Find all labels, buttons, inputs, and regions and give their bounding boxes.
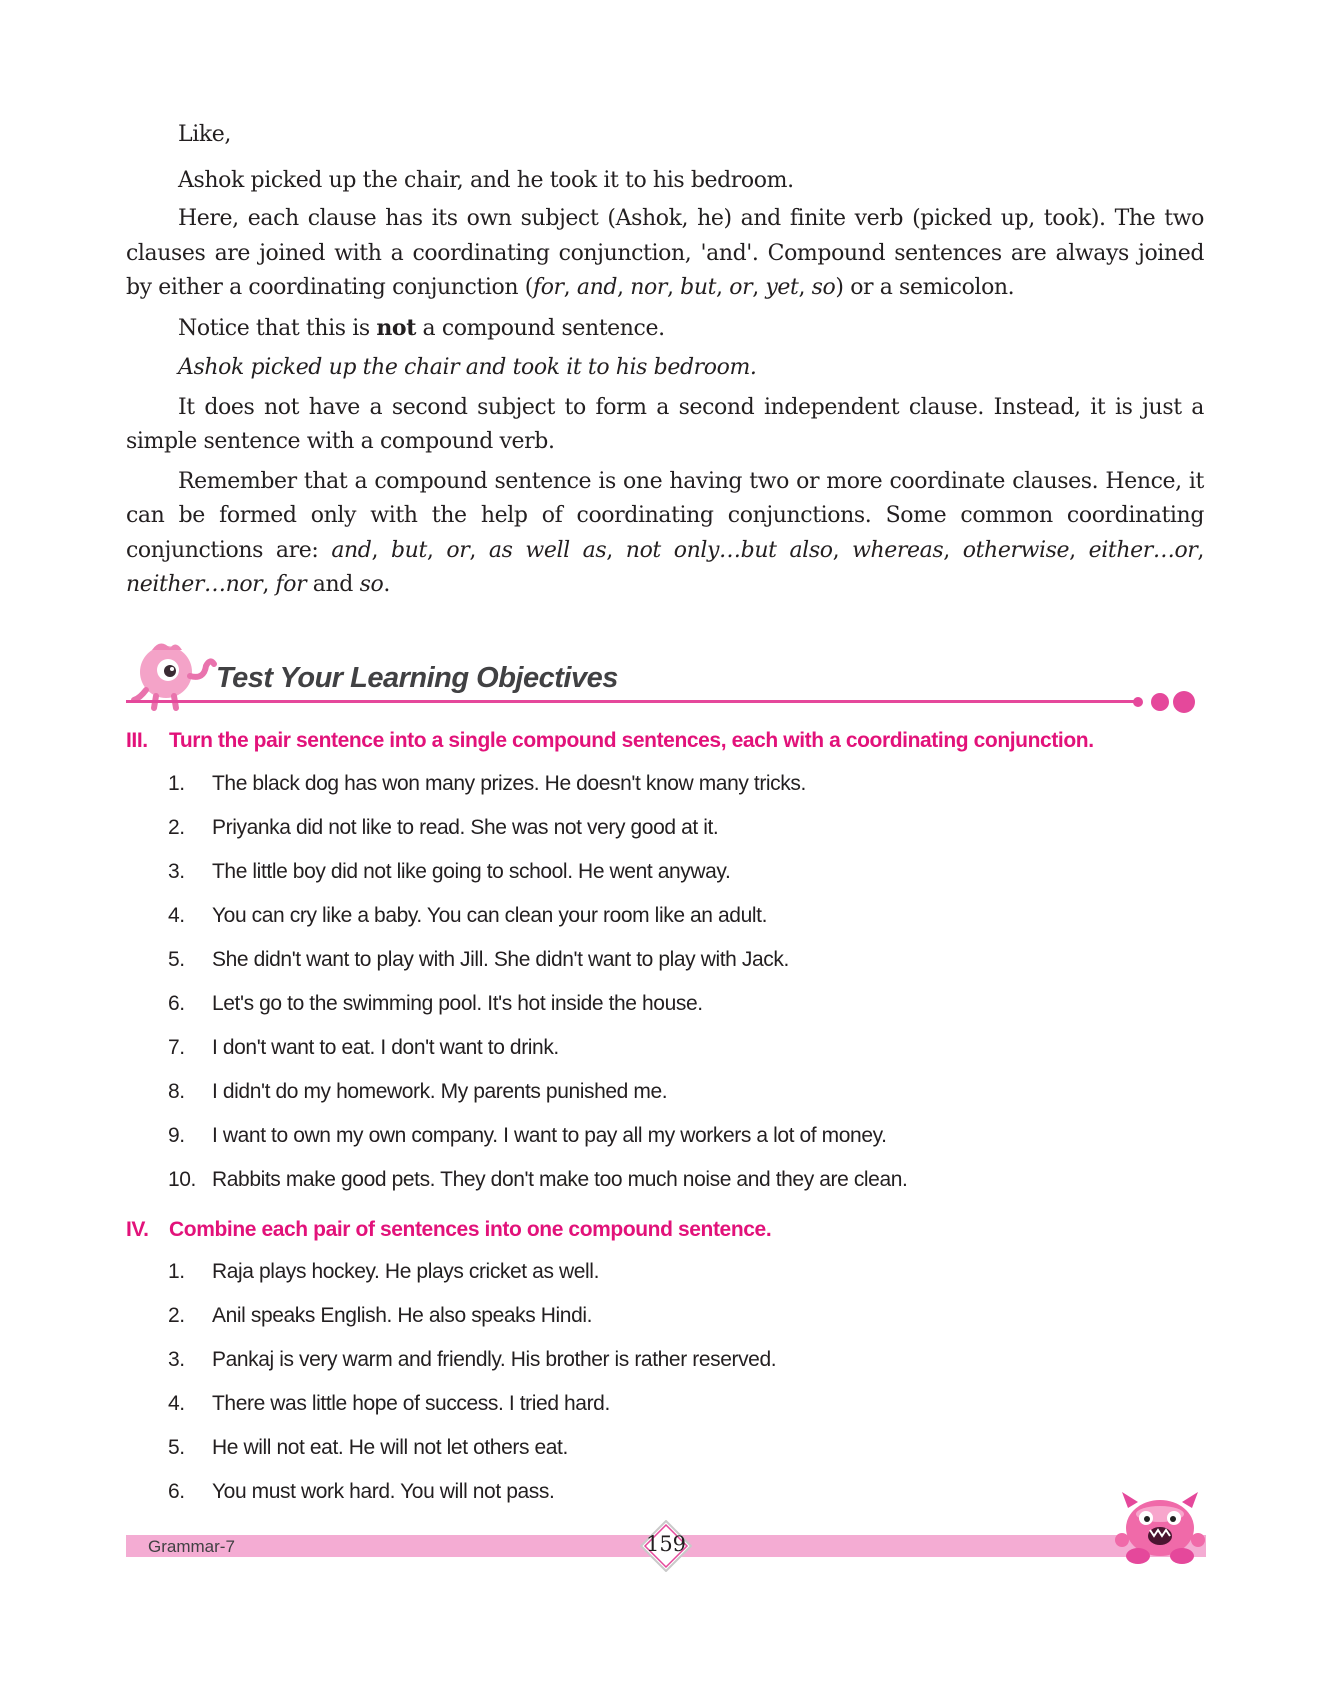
banner-rule bbox=[126, 700, 1136, 703]
book-title: Grammar-7 bbox=[148, 1537, 235, 1556]
exercise-3-heading: III. Turn the pair sentence into a single compound sentences, each with a coordinating conjunction. bbox=[126, 729, 1094, 752]
list-item: 2. Priyanka did not like to read. She was not very good at it. bbox=[168, 816, 719, 839]
list-item: 6. Let's go to the swimming pool. It's hot inside the house. bbox=[168, 992, 703, 1015]
list-item: 3. The little boy did not like going to school. He went anyway. bbox=[168, 860, 731, 883]
list-item: 4. You can cry like a baby. You can clean your room like an adult. bbox=[168, 904, 767, 927]
list-item: 5. She didn't want to play with Jill. She didn't want to play with Jack. bbox=[168, 948, 789, 971]
list-item: 1. The black dog has won many prizes. He doesn't know many tricks. bbox=[168, 772, 806, 795]
rule-end-dots-icon bbox=[1132, 690, 1206, 714]
list-item: 1. Raja plays hockey. He plays cricket as well. bbox=[168, 1260, 599, 1283]
notice-line: Notice that this is not a compound sentence. bbox=[178, 314, 665, 341]
list-item: 4. There was little hope of success. I tried hard. bbox=[168, 1392, 610, 1415]
paragraph-second-subject: It does not have a second subject to form a second independent clause. Instead, it is just a simple sentence with a compound verb. bbox=[126, 394, 1204, 454]
example-sentence-1: Ashok picked up the chair, and he took it to his bedroom. bbox=[178, 167, 794, 193]
section-banner bbox=[126, 640, 1206, 712]
banner-title: Test Your Learning Objectives bbox=[216, 662, 618, 694]
like-line: Like, bbox=[178, 122, 231, 147]
intro-text bbox=[126, 118, 1204, 608]
list-item: 3. Pankaj is very warm and friendly. His brother is rather reserved. bbox=[168, 1348, 777, 1371]
exercise-4-heading: IV. Combine each pair of sentences into one compound sentence. bbox=[126, 1218, 772, 1241]
list-item: 10. Rabbits make good pets. They don't make too much noise and they are clean. bbox=[168, 1168, 908, 1191]
list-item: 2. Anil speaks English. He also speaks Hindi. bbox=[168, 1304, 593, 1327]
pink-monster-icon bbox=[1112, 1490, 1208, 1570]
page-number: 159 bbox=[645, 1532, 687, 1556]
exercise-4-list bbox=[168, 1258, 776, 1522]
paragraph-here: Here, each clause has its own subject (Ashok, he) and finite verb (picked up, took). The two clauses are joined with a coordinating conjunction, 'and'. Compound sentences are always joined by either a coordinating conjunction (for, and, nor, but, or, yet, so) or a semicolon. bbox=[126, 206, 1204, 300]
example-sentence-2: Ashok picked up the chair and took it to his bedroom. bbox=[178, 355, 757, 380]
list-item: 6. You must work hard. You will not pass. bbox=[168, 1480, 555, 1503]
list-item: 8. I didn't do my homework. My parents punished me. bbox=[168, 1080, 668, 1103]
paragraph-remember: Remember that a compound sentence is one having two or more coordinate clauses. Hence, it can be formed only with the help of coordinating conjunctions. Some common coordinating conjunctions are: and, but, or, as well as, not only…but also, whereas, otherwise, either…or, neither…nor, for and so. bbox=[126, 468, 1205, 597]
exercise-3-list bbox=[168, 770, 907, 1210]
list-item: 9. I want to own my own company. I want to pay all my workers a lot of money. bbox=[168, 1124, 887, 1147]
list-item: 7. I don't want to eat. I don't want to drink. bbox=[168, 1036, 559, 1059]
list-item: 5. He will not eat. He will not let others eat. bbox=[168, 1436, 568, 1459]
